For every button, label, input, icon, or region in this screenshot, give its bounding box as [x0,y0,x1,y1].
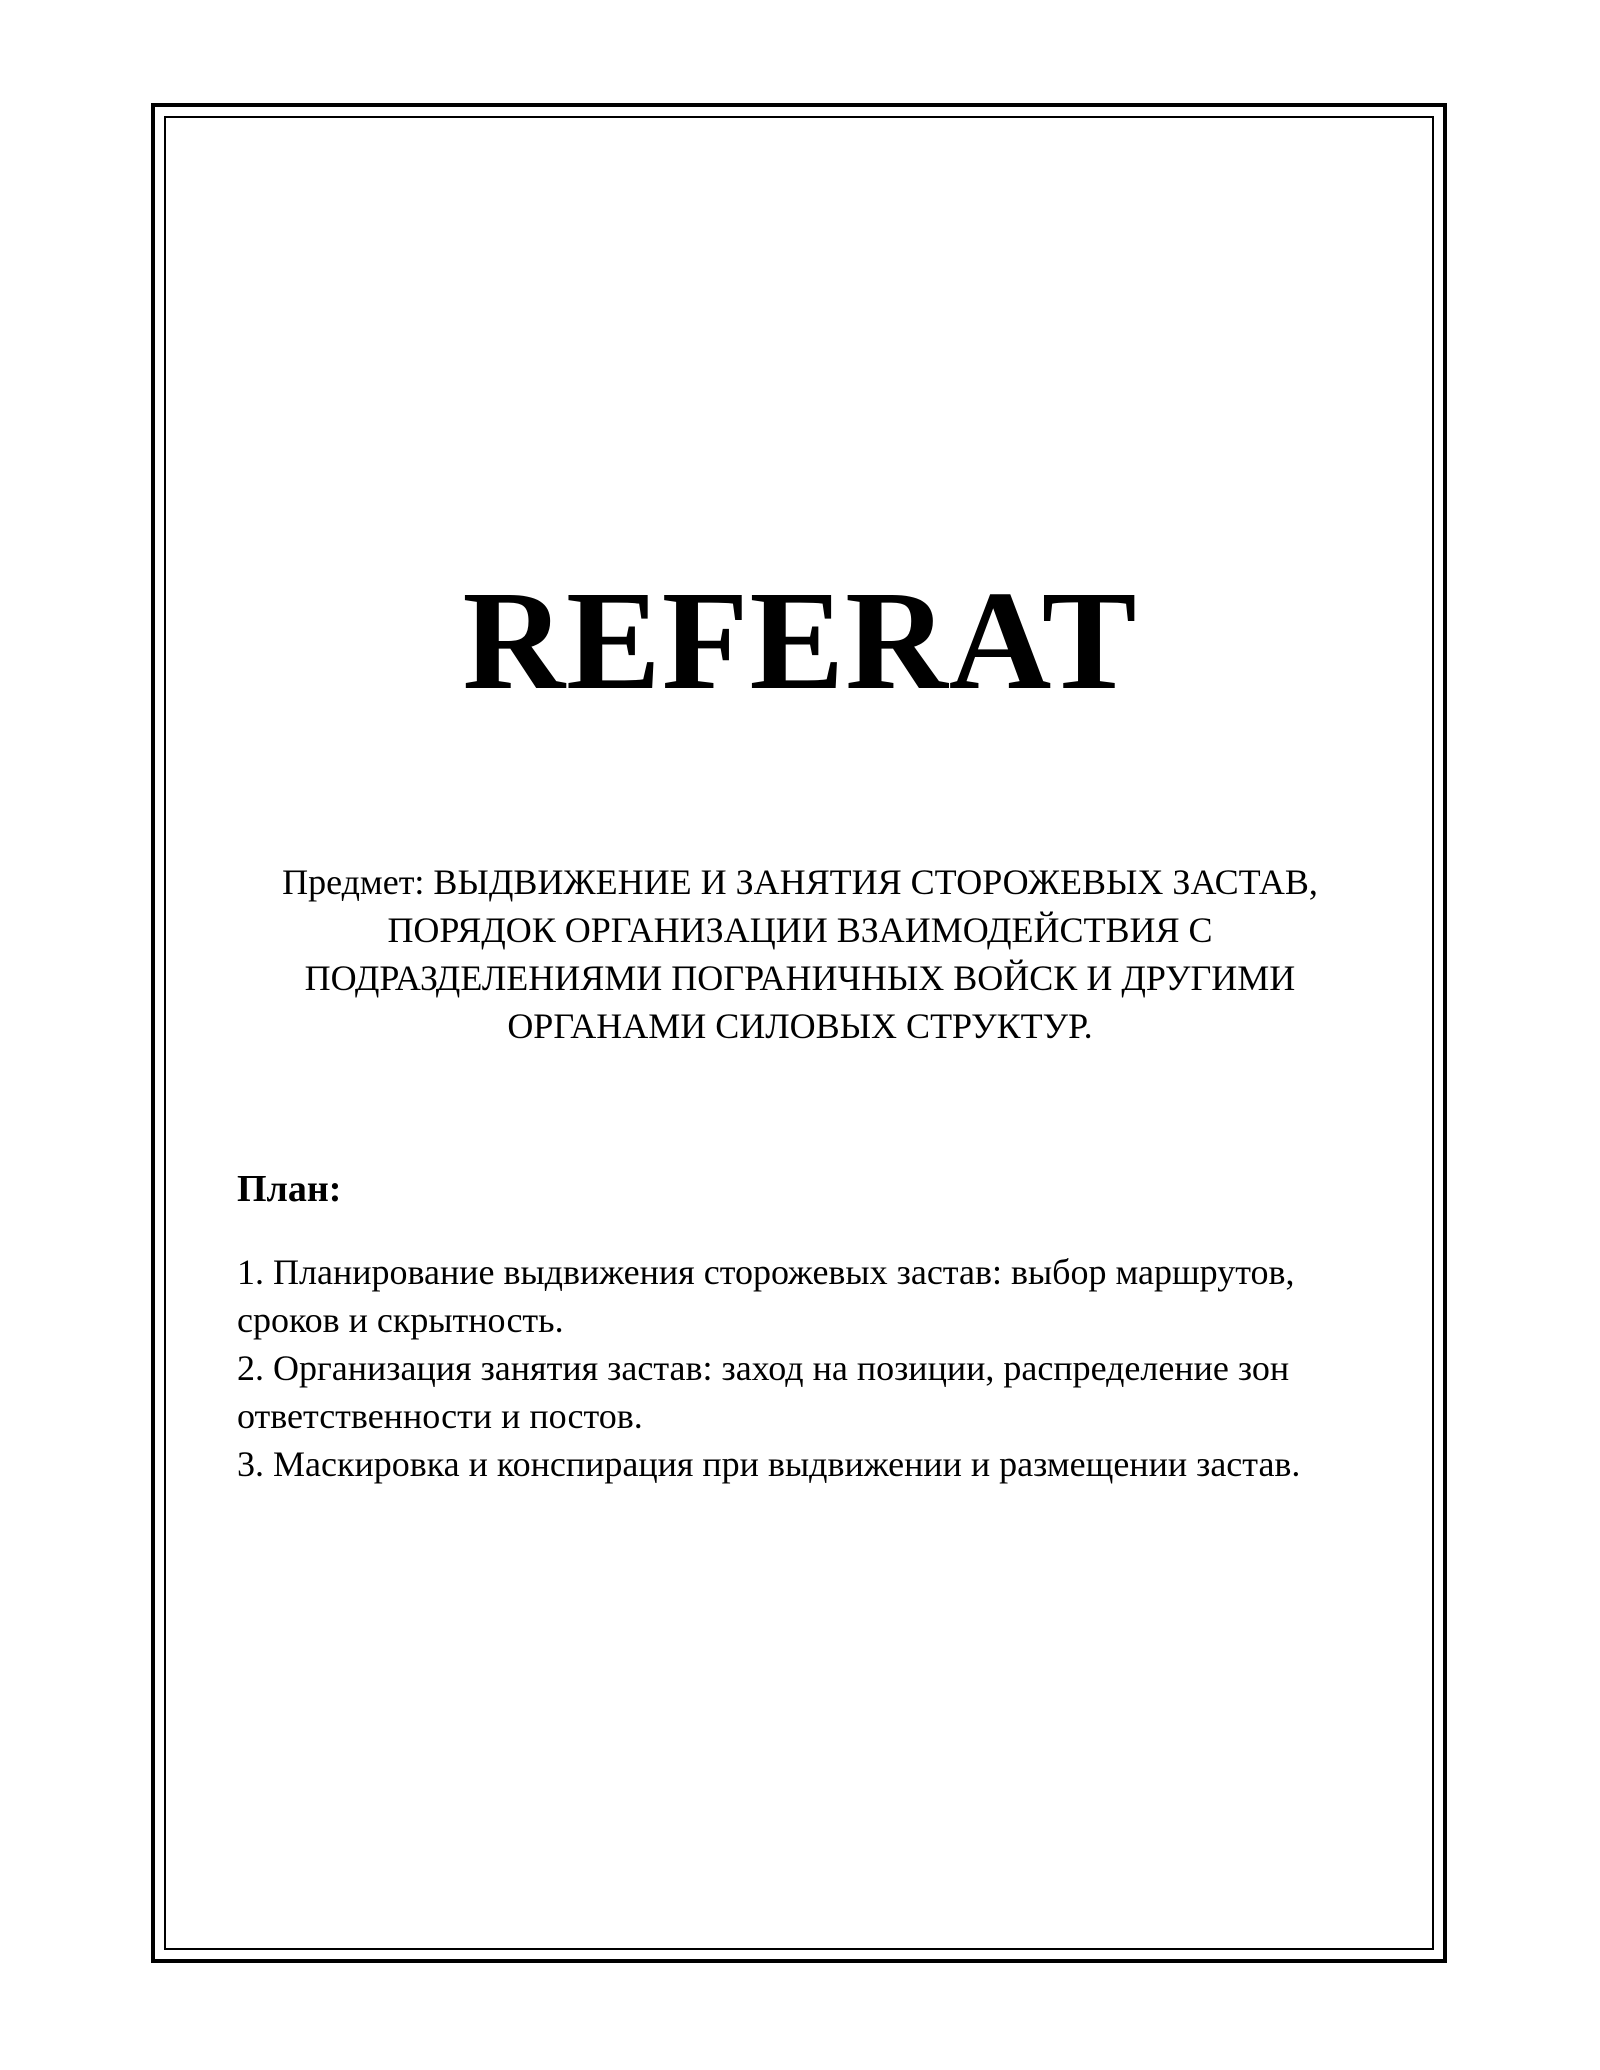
plan-item-line: сроков и скрытность. [237,1300,564,1340]
subject-line: ПОДРАЗДЕЛЕНИЯМИ ПОГРАНИЧНЫХ ВОЙСК И ДРУГИМИ [304,958,1296,998]
plan-item [237,1344,1377,1440]
subject-block [250,858,1350,1050]
plan-item-line: 1. Планирование выдвижения сторожевых застав: выбор маршрутов, [237,1252,1295,1292]
plan-item-line: 2. Организация занятия застав: заход на позиции, распределение зон [237,1348,1290,1388]
plan-list [237,1248,1377,1488]
plan-heading: План: [237,1168,342,1210]
plan-item-line: 3. Маскировка и конспирация при выдвижении и размещении застав. [237,1444,1301,1484]
plan-item [237,1440,1377,1488]
document-title: REFERAT [462,561,1138,719]
plan-item-line: ответственности и постов. [237,1396,643,1436]
subject-line: ПОРЯДОК ОРГАНИЗАЦИИ ВЗАИМОДЕЙСТВИЯ С [387,910,1213,950]
subject-line: ОРГАНАМИ СИЛОВЫХ СТРУКТУР. [507,1006,1093,1046]
subject-line: Предмет: ВЫДВИЖЕНИЕ И ЗАНЯТИЯ СТОРОЖЕВЫХ ЗАСТАВ, [282,862,1318,902]
plan-item [237,1248,1377,1344]
